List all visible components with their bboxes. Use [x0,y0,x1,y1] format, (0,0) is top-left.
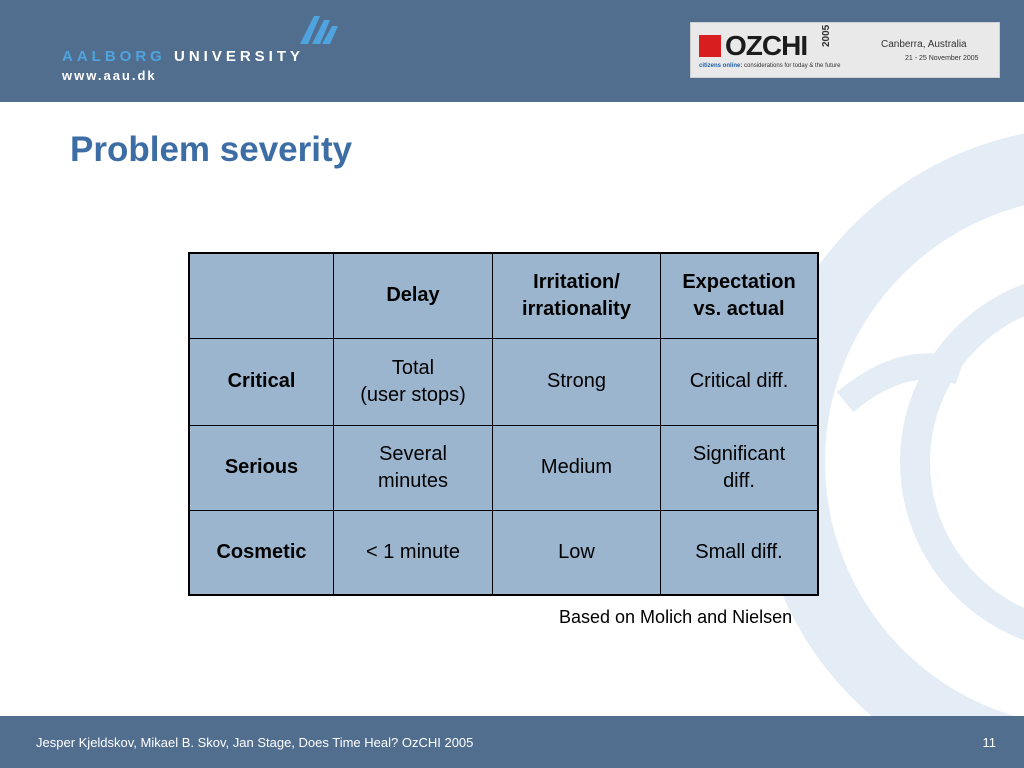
table-cell: Low [493,510,661,595]
header-cell-delay: Delay [334,253,493,338]
table-cell: Critical diff. [661,338,819,425]
slide-title: Problem severity [70,130,353,169]
university-website: www.aau.dk [62,68,157,83]
header-cell-irritation: Irritation/ irrationality [493,253,661,338]
footer-bar [0,716,1024,768]
table-cell: Small diff. [661,510,819,595]
table-header-row [189,253,818,338]
ozchi-tagline [699,63,840,69]
header-cell-expectation: Expectation vs. actual [661,253,819,338]
university-name [62,48,304,65]
university-name-part1: AALBORG [62,48,166,65]
university-name-part2: UNIVERSITY [174,48,305,65]
table-cell: Medium [493,425,661,510]
ozchi-tagline-lead: citizens online: [699,63,743,69]
table-cell: < 1 minute [334,510,493,595]
row-label-critical: Critical [189,338,334,425]
table-cell: Significant diff. [661,425,819,510]
ozchi-dates: 21 - 25 November 2005 [905,55,979,62]
severity-table [188,252,819,596]
ozchi-wordmark: OZCHI [725,30,808,61]
source-note: Based on Molich and Nielsen [559,607,793,627]
ozchi-banner [690,22,1000,78]
aalborg-university-logo [62,12,362,92]
ozchi-tagline-rest: considerations for today & the future [744,63,841,69]
row-label-cosmetic: Cosmetic [189,510,334,595]
row-label-serious: Serious [189,425,334,510]
page-number: 11 [982,735,996,750]
table-cell: Strong [493,338,661,425]
table-row [189,425,818,510]
table-row [189,338,818,425]
ozchi-red-square-icon [699,35,721,57]
table-cell: Several minutes [334,425,493,510]
table-cell: Total (user stops) [334,338,493,425]
ozchi-location: Canberra, Australia [881,39,967,50]
table-row [189,510,818,595]
aau-emblem-icon [294,12,342,48]
header-bar [0,0,1024,102]
header-cell-empty [189,253,334,338]
ozchi-year: 2005 [821,24,832,47]
footer-text: Jesper Kjeldskov, Mikael B. Skov, Jan Stage, Does Time Heal? OzCHI 2005 [36,735,474,750]
